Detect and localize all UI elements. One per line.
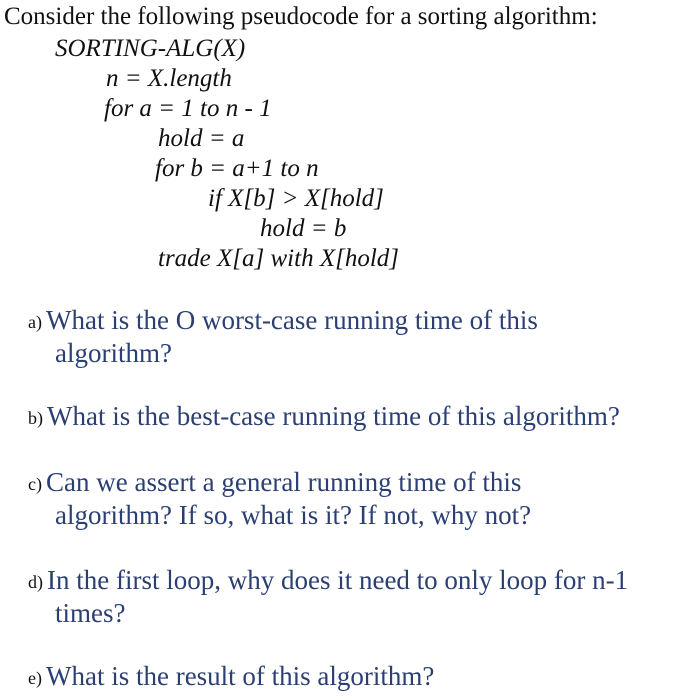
question-text: What is the best-case running time of this algorithm? <box>47 401 620 431</box>
question-a <box>28 305 683 369</box>
question-d <box>28 565 683 629</box>
question-letter: b) <box>28 408 43 428</box>
intro-text: Consider the following pseudocode for a sorting algorithm: <box>4 3 598 30</box>
question-text: In the first loop, why does it need to only loop for n-1 <box>47 565 629 595</box>
code-line-hold-update: hold = b <box>260 215 347 242</box>
question-text: What is the result of this algorithm? <box>45 661 435 691</box>
question-letter: a) <box>28 312 42 332</box>
question-c <box>28 467 683 531</box>
code-line-length: n = X.length <box>106 65 232 92</box>
question-letter: c) <box>28 474 42 494</box>
question-text-continued: algorithm? <box>55 338 172 368</box>
question-text-continued: times? <box>55 598 126 628</box>
question-text-continued: algorithm? If so, what is it? If not, why not? <box>55 500 532 530</box>
code-line-hold-assign: hold = a <box>158 125 245 152</box>
question-letter: e) <box>28 668 42 688</box>
question-letter: d) <box>28 572 43 592</box>
code-line-trade: trade X[a] with X[hold] <box>158 245 399 272</box>
question-text: Can we assert a general running time of this <box>45 467 522 497</box>
code-line-outer-loop: for a = 1 to n - 1 <box>104 95 272 122</box>
code-line-function-name: SORTING-ALG(X) <box>55 35 246 62</box>
question-e <box>28 661 683 694</box>
question-text: What is the O worst-case running time of this <box>45 305 538 335</box>
code-line-if-compare: if X[b] > X[hold] <box>208 185 384 212</box>
code-line-inner-loop: for b = a+1 to n <box>155 155 319 182</box>
question-b <box>28 401 683 434</box>
